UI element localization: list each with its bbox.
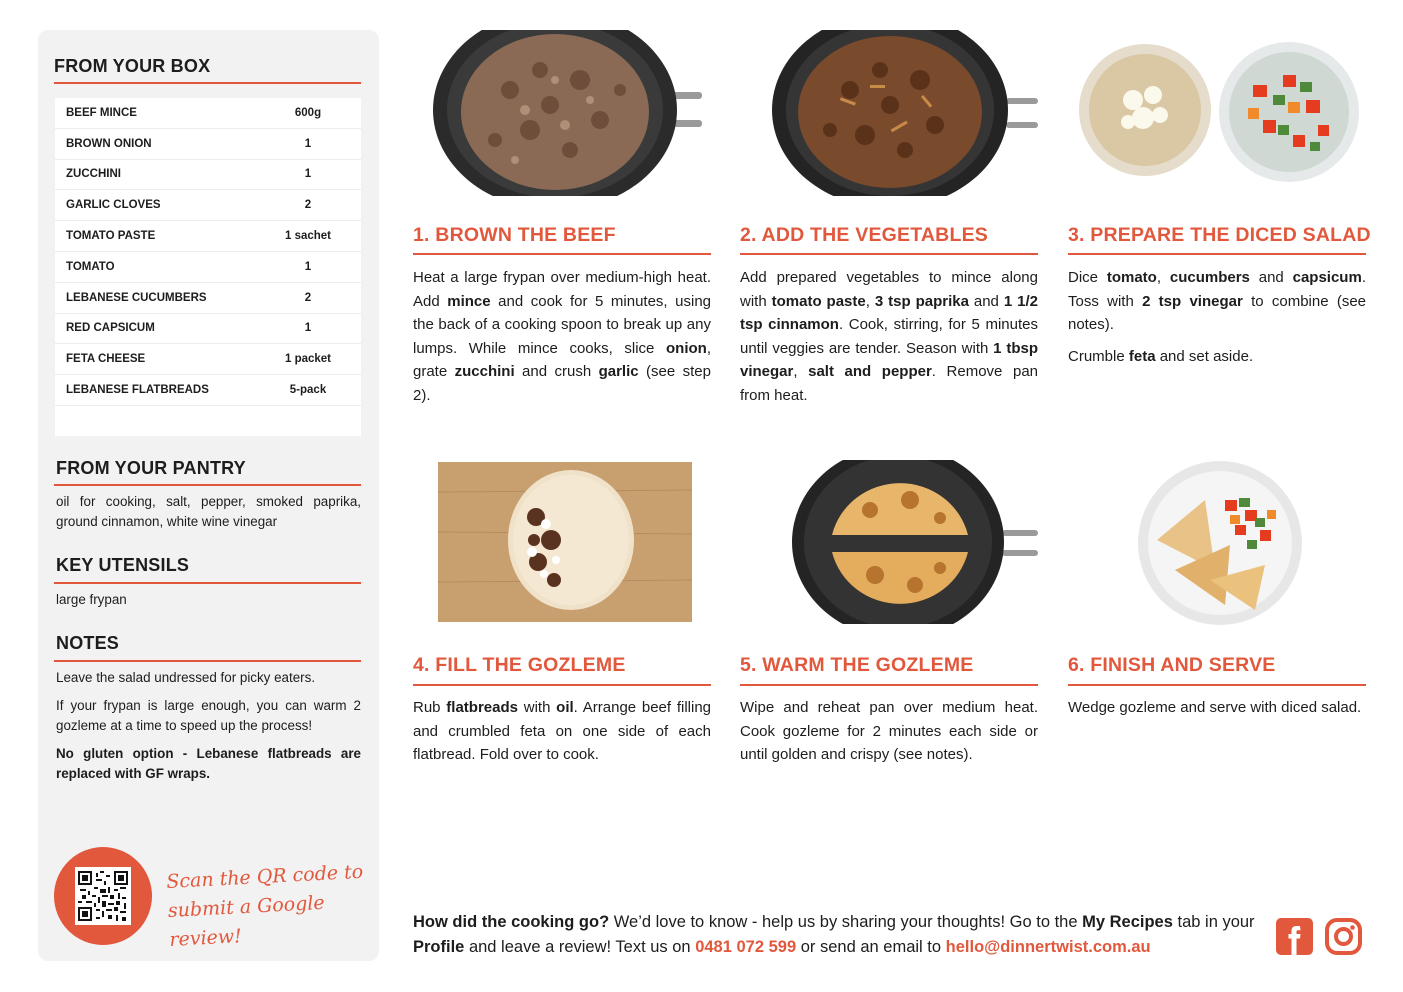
text-run: . Remove pan from heat. — [740, 363, 1038, 404]
text-run: and leave a review! Text us on — [464, 938, 696, 956]
ingredient-name: TOMATO PASTE — [66, 230, 156, 243]
pantry-text: oil for cooking, salt, pepper, smoked paprika, ground cinnamon, white wine vinegar — [56, 494, 361, 529]
ingredient-row — [55, 283, 361, 314]
text-run: and cook for 5 minutes, using the back of a cooking spoon to break up any lumps. While mince cooks, slice — [413, 292, 711, 357]
instagram-glyph-icon — [1325, 918, 1362, 955]
text-run: , grate — [413, 339, 711, 380]
step-4-title: 4. FILL THE GOZLEME — [413, 654, 626, 676]
ingredient-quantity: 1 — [304, 260, 312, 273]
step-paragraph — [740, 266, 1038, 407]
section-divider — [54, 484, 361, 486]
step-paragraph — [1068, 696, 1366, 720]
ingredient-quantity: 2 — [304, 291, 312, 304]
text-run: Crumble — [1068, 347, 1129, 365]
contact-link[interactable]: hello@dinnertwist.com.au — [945, 938, 1151, 956]
qr-code[interactable] — [75, 867, 131, 925]
text-run: Heat a large frypan over medium-high heat. Add — [413, 269, 711, 310]
bold-text: My Recipes — [1082, 913, 1173, 931]
text-run: to combine (see notes). — [1068, 292, 1367, 333]
ingredient-name: TOMATO — [66, 260, 115, 273]
ingredient-quantity: 1 — [304, 168, 312, 181]
ingredient-row — [55, 314, 361, 345]
step-3-title: 3. PREPARE THE DICED SALAD — [1068, 224, 1371, 246]
section-divider — [54, 582, 361, 584]
bold-text: 3 tsp paprika — [874, 292, 969, 310]
ingredient-quantity: 600g — [294, 106, 322, 119]
text-run: or send an email to — [796, 938, 946, 956]
text-run: We’d love to know - help us by sharing your thoughts! Go to the — [609, 913, 1083, 931]
bold-text: garlic — [598, 363, 639, 380]
step-3-divider — [1068, 253, 1366, 255]
step-3-body — [1068, 266, 1366, 368]
bold-text: tomato paste — [771, 292, 866, 310]
text-run: and — [968, 292, 1004, 310]
note-picky-eaters: Leave the salad undressed for picky eaters. — [56, 670, 316, 685]
ingredient-name: BROWN ONION — [66, 137, 152, 150]
section-divider — [54, 660, 361, 662]
step-1-photo — [430, 30, 705, 200]
step-3-photo — [1078, 40, 1363, 185]
text-run: Dice — [1068, 269, 1107, 286]
text-run: Add prepared vegetables to mince along with — [740, 269, 1038, 310]
utensils-text: large frypan — [56, 592, 127, 607]
text-run: Wedge gozleme and serve with diced salad. — [1068, 699, 1362, 716]
step-1-body — [413, 266, 711, 407]
qr-code-badge[interactable] — [54, 847, 152, 945]
ingredient-quantity: 5-pack — [289, 384, 327, 397]
ingredient-quantity: 1 — [304, 322, 312, 335]
text-run: Wipe and reheat pan over medium heat. Cook gozleme for 2 minutes each side or until golden and crispy (see notes). — [740, 699, 1038, 763]
text-run: . Cook, stirring, for 5 minutes until veggies are tender. Season with — [740, 316, 1038, 357]
step-5-divider — [740, 684, 1038, 686]
text-run: with — [517, 699, 557, 716]
ingredient-name: FETA CHEESE — [66, 353, 146, 366]
section-divider — [54, 82, 361, 84]
step-4-body — [413, 696, 711, 767]
from-your-box-title: FROM YOUR BOX — [54, 56, 211, 76]
step-1-title: 1. BROWN THE BEEF — [413, 224, 616, 246]
ingredient-row — [55, 160, 361, 191]
step-1-divider — [413, 253, 711, 255]
contact-link[interactable]: 0481 072 599 — [695, 938, 797, 956]
facebook-icon[interactable] — [1276, 918, 1313, 955]
bold-text: feta — [1128, 347, 1156, 365]
review-prompt-footer — [413, 910, 1263, 960]
ingredient-row — [55, 375, 361, 406]
bold-text: flatbreads — [446, 699, 518, 716]
ingredient-row — [55, 252, 361, 283]
ingredient-name: GARLIC CLOVES — [66, 199, 161, 212]
step-paragraph — [740, 696, 1038, 767]
ingredient-name: LEBANESE FLATBREADS — [66, 384, 209, 397]
ingredient-row — [55, 221, 361, 252]
instagram-icon[interactable] — [1325, 918, 1362, 955]
step-2-title: 2. ADD THE VEGETABLES — [740, 224, 988, 246]
sidebar — [38, 30, 379, 961]
ingredient-name: ZUCCHINI — [66, 168, 121, 181]
text-run: , — [1156, 269, 1170, 286]
ingredient-name: LEBANESE CUCUMBERS — [66, 291, 207, 304]
step-5-body — [740, 696, 1038, 767]
notes-title: NOTES — [56, 633, 120, 653]
step-2-divider — [740, 253, 1038, 255]
ingredients-table — [55, 98, 361, 436]
bold-text: zucchini — [454, 363, 515, 380]
step-2-photo — [770, 30, 1045, 200]
bold-text: How did the cooking go? — [413, 913, 610, 931]
text-run: and crush — [514, 363, 599, 380]
ingredient-row — [55, 190, 361, 221]
text-run: , — [865, 292, 875, 310]
bold-text: cucumbers — [1169, 269, 1250, 286]
ingredient-row — [55, 344, 361, 375]
text-run: and — [1249, 269, 1293, 286]
key-utensils-title: KEY UTENSILS — [56, 555, 190, 575]
bold-text: tomato — [1106, 269, 1157, 286]
bold-text: oil — [556, 699, 574, 716]
text-run: , — [793, 363, 809, 380]
bold-text: Profile — [413, 938, 465, 956]
bold-text: 2 tsp vinegar — [1142, 292, 1243, 310]
facebook-glyph-icon — [1276, 918, 1313, 955]
bold-text: 1 tbsp vinegar — [740, 339, 1038, 380]
qr-review-prompt: Scan the QR code to submit a Google review! — [165, 860, 364, 951]
bold-text: 1 1/2 tsp cinnamon — [740, 292, 1038, 333]
ingredient-name: BEEF MINCE — [66, 106, 137, 119]
step-paragraph — [1068, 266, 1366, 337]
text-run: and set aside. — [1155, 347, 1254, 365]
text-run: . Arrange beef filling and crumbled feta on one side of each flatbread. Fold over to cook. — [413, 699, 712, 763]
bold-text: mince — [447, 292, 491, 310]
step-5-title: 5. WARM THE GOZLEME — [740, 654, 974, 676]
step-5-photo — [790, 460, 1040, 628]
ingredient-quantity: 1 packet — [284, 353, 332, 366]
text-run: . Toss with — [1068, 269, 1366, 310]
text-run: (see step 2). — [413, 363, 711, 404]
bold-text: salt and pepper — [808, 363, 932, 380]
step-paragraph — [413, 266, 711, 407]
step-6-title: 6. FINISH AND SERVE — [1068, 654, 1276, 676]
text-run: tab in your — [1172, 913, 1255, 931]
ingredient-quantity: 2 — [304, 199, 312, 212]
step-paragraph — [1068, 345, 1366, 369]
bold-text: onion — [666, 339, 707, 357]
text-run: Rub — [413, 699, 447, 716]
qr-code-icon — [78, 870, 128, 922]
step-4-divider — [413, 684, 711, 686]
ingredient-quantity: 1 — [304, 137, 312, 150]
step-paragraph — [413, 696, 711, 767]
from-your-pantry-title: FROM YOUR PANTRY — [56, 458, 246, 478]
ingredient-quantity: 1 sachet — [284, 230, 332, 243]
step-6-photo — [1135, 460, 1305, 628]
step-4-photo — [436, 462, 694, 622]
step-2-body — [740, 266, 1038, 407]
note-gluten-free: No gluten option - Lebanese flatbreads are replaced with GF wraps. — [56, 746, 361, 781]
note-frypan: If your frypan is large enough, you can warm 2 gozleme at a time to speed up the process! — [56, 698, 361, 733]
step-6-divider — [1068, 684, 1366, 686]
ingredient-row — [55, 129, 361, 160]
step-6-body — [1068, 696, 1366, 720]
bold-text: capsicum — [1292, 269, 1362, 286]
ingredient-row — [55, 98, 361, 129]
ingredient-name: RED CAPSICUM — [66, 322, 155, 335]
